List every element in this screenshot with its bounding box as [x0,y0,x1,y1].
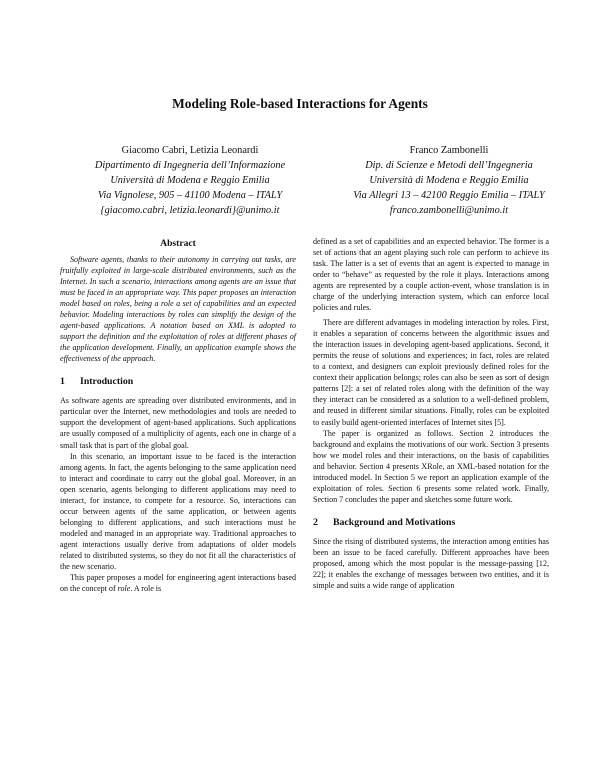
author-address: Via Allegri 13 – 42100 Reggio Emilia – ITALY [353,190,545,201]
author-names: Franco Zambonelli [409,145,489,156]
intro-p3-text: This paper proposes a model for engineering agent interactions based on the concept of [60,572,296,593]
section-number: 2 [313,516,318,528]
background-paragraph-1: Since the rising of distributed systems, the interaction among entities has been an issue to be faced carefully. Different approaches have been proposed, among which the most popular is the message-passing [12, 22]; it enables the exchange of messages between two entities, and it is simple and suits a wide range of application [313,536,549,590]
author-email: {giacomo.cabri, letizia.leonardi}@unimo.it [100,205,280,216]
section-2-heading [313,517,549,528]
right-paragraph-3: The paper is organized as follows. Section 2 introduces the background and explains the motivations of our work. Section 3 presents how we model roles and their interactions, on the basis of capabilities and behavior. Section 4 presents XRole, an XML-based notation for the introduced model. In Section 5 we report an application example of the exploitation of roles. Section 6 presents some related work. Finally, Section 7 concludes the paper and sketches some future work. [313,428,549,504]
paper-title: Modeling Role-based Interactions for Agents [172,96,428,111]
author-university: Università di Modena e Reggio Emilia [110,175,270,186]
author-department: Dip. di Scienze e Metodi dell’Ingegneria [365,160,533,171]
author-university: Università di Modena e Reggio Emilia [369,175,529,186]
intro-paragraph-1: As software agents are spreading over distributed environments, and in particular over the Internet, new methodologies and tools are needed to support the development of agent-based applications. Such applications are usually composed of a multiplicity of agents, each one in charge of a small task that is part of the global goal. [60,396,296,450]
section-title: Introduction [80,376,134,388]
left-column [60,232,296,594]
section-number: 1 [60,376,65,388]
right-paragraph-1: defined as a set of capabilities and an expected behavior. The former is a set of actions that an agent playing such role can perform to achieve its task. The latter is a set of events that an agent is expected to manage in order to “behave” as requested by the role it plays. Interactions among agents are represented by a couple action-event, whose translation is in charge of the underlying interaction system, which can enforce local policies and rules. [313,237,549,313]
author-block-2 [318,143,580,218]
intro-paragraph-2: In this scenario, an important issue to be faced is the interaction among agents. In fact, the agents belonging to the same application need to interact and coordinate to carry out the global goal. Moreover, in an open scenario, agents belonging to different applications may need to interact, for instance, to compete for a resource. So, interactions can occur between agents of the same application, or between agents belonging to different applications, and such interactions must be modeled and managed in an appropriate way. Traditional approaches to agent interactions usually derive from adaptations of older models related to distributed systems, so they do not fit all the characteristics of the new scenario. [60,451,296,571]
author-email: franco.zambonelli@unimo.it [389,205,509,216]
author-department: Dipartimento di Ingegneria dell’Informazione [94,160,286,171]
author-block-1 [55,143,325,218]
right-column [313,236,549,591]
author-address: Via Vignolese, 905 – 41100 Modena – ITALY [97,190,283,201]
section-1-heading [60,376,296,387]
intro-p3-end: . A role is [130,583,162,593]
intro-p3-emphasis: role [117,583,131,593]
abstract-text: Software agents, thanks to their autonomy in carrying out tasks, are fruitfully exploited in large-scale distributed environments, such as the Internet. In such a scenario, interactions among agents are an issue that must be faced in an appropriate way. This paper proposes an interaction model based on roles, being a role a set of capabilities and an expected behavior. Modeling interactions by roles can simplify the design of the agent-based applications. A notation based on XML is adopted to support the definition and the exploitation of roles at different phases of the application development. Finally, an application example shows the effectiveness of the approach. [60,255,296,364]
author-names: Giacomo Cabri, Letizia Leonardi [121,145,259,156]
intro-paragraph-3 [60,572,296,594]
section-title: Background and Motivations [333,516,456,528]
right-paragraph-2: There are different advantages in modeling interaction by roles. First, it enables a separation of concerns between the algorithmic issues and the interaction issues in developing agent-based applications. Second, it permits the reuse of solutions and experiences; in fact, roles are related to a context, and designers can exploit previously defined roles for the context their application belongs; roles can also be seen as sort of design patterns [2]: a set of related roles along with the definition of the way they interact can be considered as a solution to a well-defined problem, and reused in different similar situations. Finally, roles can be exploited to easily build agent-oriented interfaces of Internet sites [5]. [313,318,549,427]
abstract-heading: Abstract [160,238,196,249]
